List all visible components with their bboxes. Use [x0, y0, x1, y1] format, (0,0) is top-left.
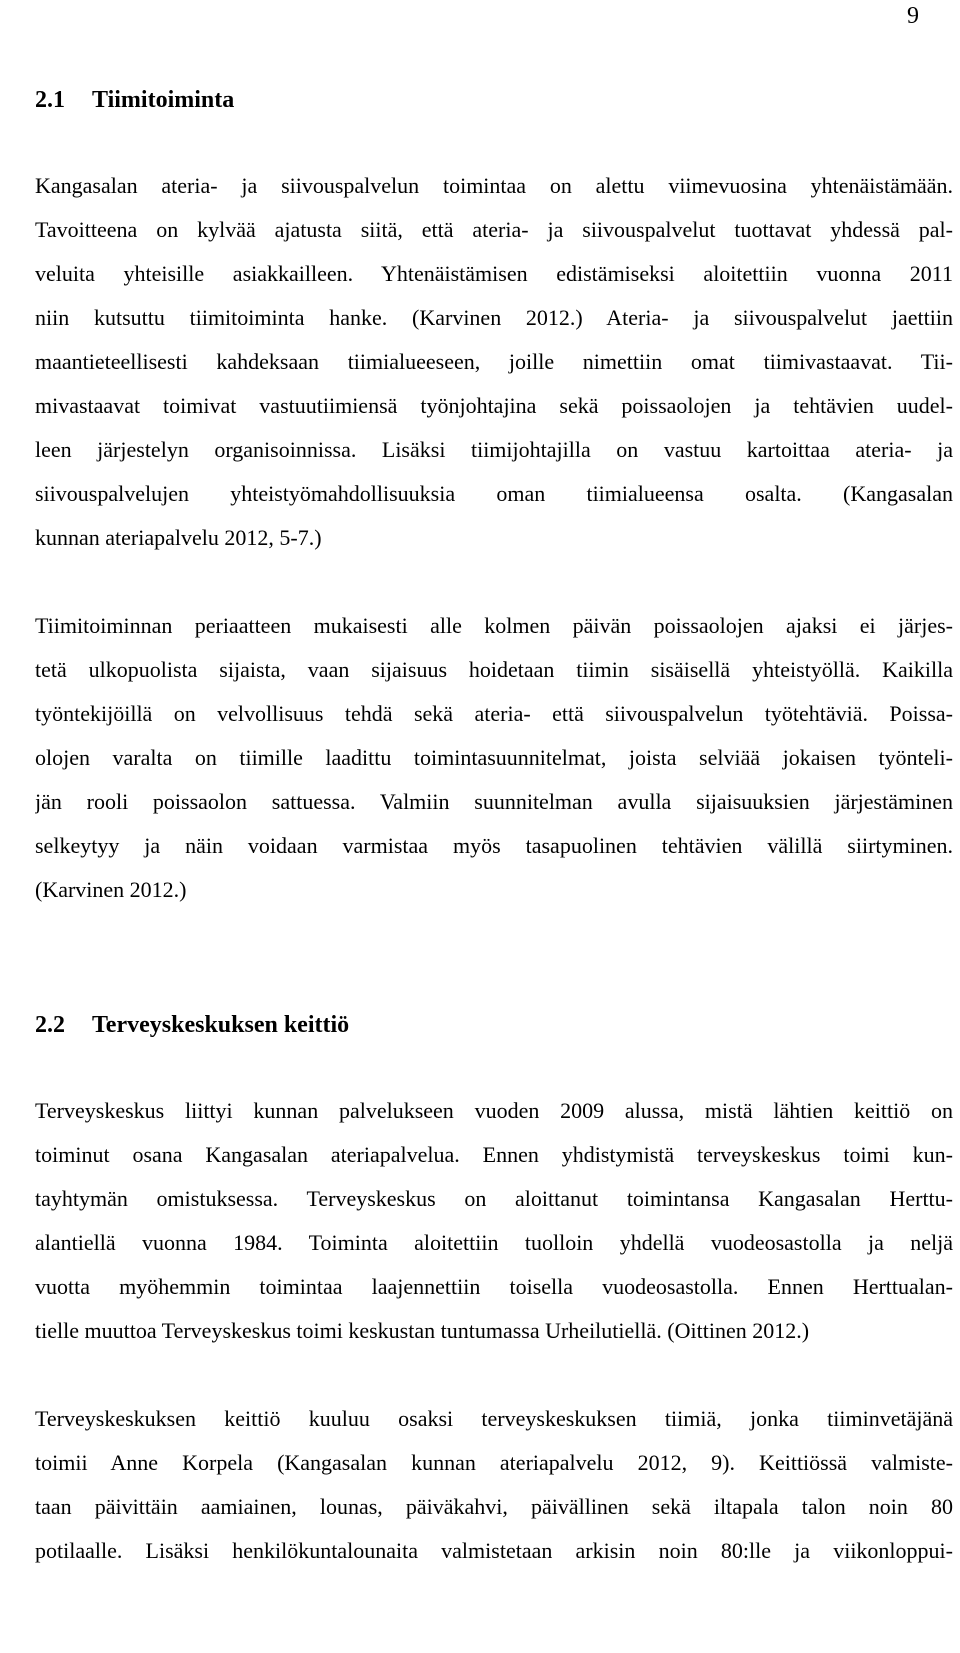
text-line: niin kutsuttu tiimitoiminta hanke. (Karvinen 2012.) Ateria- ja siivouspalvelut jaettiin: [35, 305, 953, 330]
text-line: veluita yhteisille asiakkailleen. Yhtenäistämisen edistämiseksi aloitettiin vuonna 2011: [35, 261, 953, 286]
text-line: Terveyskeskus liittyi kunnan palvelukseen vuoden 2009 alussa, mistä lähtien keittiö on: [35, 1098, 953, 1123]
text-line: mivastaavat toimivat vastuutiimiensä työnjohtajina sekä poissaolojen ja tehtävien uudel-: [35, 393, 953, 418]
section-title: Terveyskeskuksen keittiö: [92, 1012, 350, 1038]
text-line: Kangasalan ateria- ja siivouspalvelun toimintaa on alettu viimevuosina yhtenäistämään.: [35, 173, 953, 198]
section-heading: [35, 86, 234, 114]
text-line: toiminut osana Kangasalan ateriapalvelua. Ennen yhdistymistä terveyskeskus toimi kun-: [35, 1142, 953, 1167]
text-line: toimii Anne Korpela (Kangasalan kunnan ateriapalvelu 2012, 9). Keittiössä valmiste-: [35, 1450, 953, 1475]
section-heading: [35, 1011, 349, 1039]
paragraph: [35, 612, 953, 920]
text-line: tielle muuttoa Terveyskeskus toimi keskustan tuntumassa Urheilutiellä. (Oittinen 2012.): [35, 1318, 810, 1343]
paragraph: [35, 172, 953, 568]
text-line: tayhtymän omistuksessa. Terveyskeskus on aloittanut toimintansa Kangasalan Herttu-: [35, 1186, 953, 1211]
text-line: siivouspalvelujen yhteistyömahdollisuuksia oman tiimialueensa osalta. (Kangasalan: [35, 481, 953, 506]
text-line: olojen varalta on tiimille laadittu toimintasuunnitelmat, joista selviää jokaisen työnteli-: [35, 745, 953, 770]
text-line: kunnan ateriapalvelu 2012, 5-7.): [35, 525, 322, 550]
section-number: 2.2: [35, 1012, 65, 1038]
text-line: maantieteellisesti kahdeksaan tiimialueeseen, joille nimettiin omat tiimivastaavat. Tii-: [35, 349, 953, 374]
text-line: leen järjestelyn organisoinnissa. Lisäksi tiimijohtajilla on vastuu kartoittaa ateria- ja: [35, 437, 953, 462]
text-line: Tavoitteena on kylvää ajatusta siitä, että ateria- ja siivouspalvelut tuottavat yhdessä pal-: [35, 217, 953, 242]
text-line: Tiimitoiminnan periaatteen mukaisesti alle kolmen päivän poissaolojen ajaksi ei järjes-: [35, 613, 953, 638]
text-line: potilaalle. Lisäksi henkilökuntalounaita valmistetaan arkisin noin 80:lle ja viikonloppui-: [35, 1538, 953, 1563]
paragraph: [35, 1097, 953, 1361]
text-line: taan päivittäin aamiainen, lounas, päiväkahvi, päivällinen sekä iltapala talon noin 80: [35, 1494, 953, 1519]
text-line: (Karvinen 2012.): [35, 877, 187, 902]
text-line: jän rooli poissaolon sattuessa. Valmiin suunnitelman avulla sijaisuuksien järjestäminen: [35, 789, 953, 814]
page-number: 9: [907, 3, 919, 29]
section-number: 2.1: [35, 87, 65, 113]
text-line: työntekijöillä on velvollisuus tehdä sekä ateria- että siivouspalvelun työtehtäviä. Poissa-: [35, 701, 953, 726]
text-line: vuotta myöhemmin toimintaa laajennettiin toisella vuodeosastolla. Ennen Herttualan-: [35, 1274, 953, 1299]
text-line: tetä ulkopuolista sijaista, vaan sijaisuus hoidetaan tiimin sisäisellä yhteistyöllä. Kaikilla: [35, 657, 953, 682]
text-line: Terveyskeskuksen keittiö kuuluu osaksi terveyskeskuksen tiimiä, jonka tiiminvetäjänä: [35, 1406, 953, 1431]
paragraph: [35, 1405, 953, 1581]
text-line: selkeytyy ja näin voidaan varmistaa myös tasapuolinen tehtävien välillä siirtyminen.: [35, 833, 953, 858]
text-line: alantiellä vuonna 1984. Toiminta aloitettiin tuolloin yhdellä vuodeosastolla ja neljä: [35, 1230, 953, 1255]
section-title: Tiimitoiminta: [92, 87, 235, 113]
